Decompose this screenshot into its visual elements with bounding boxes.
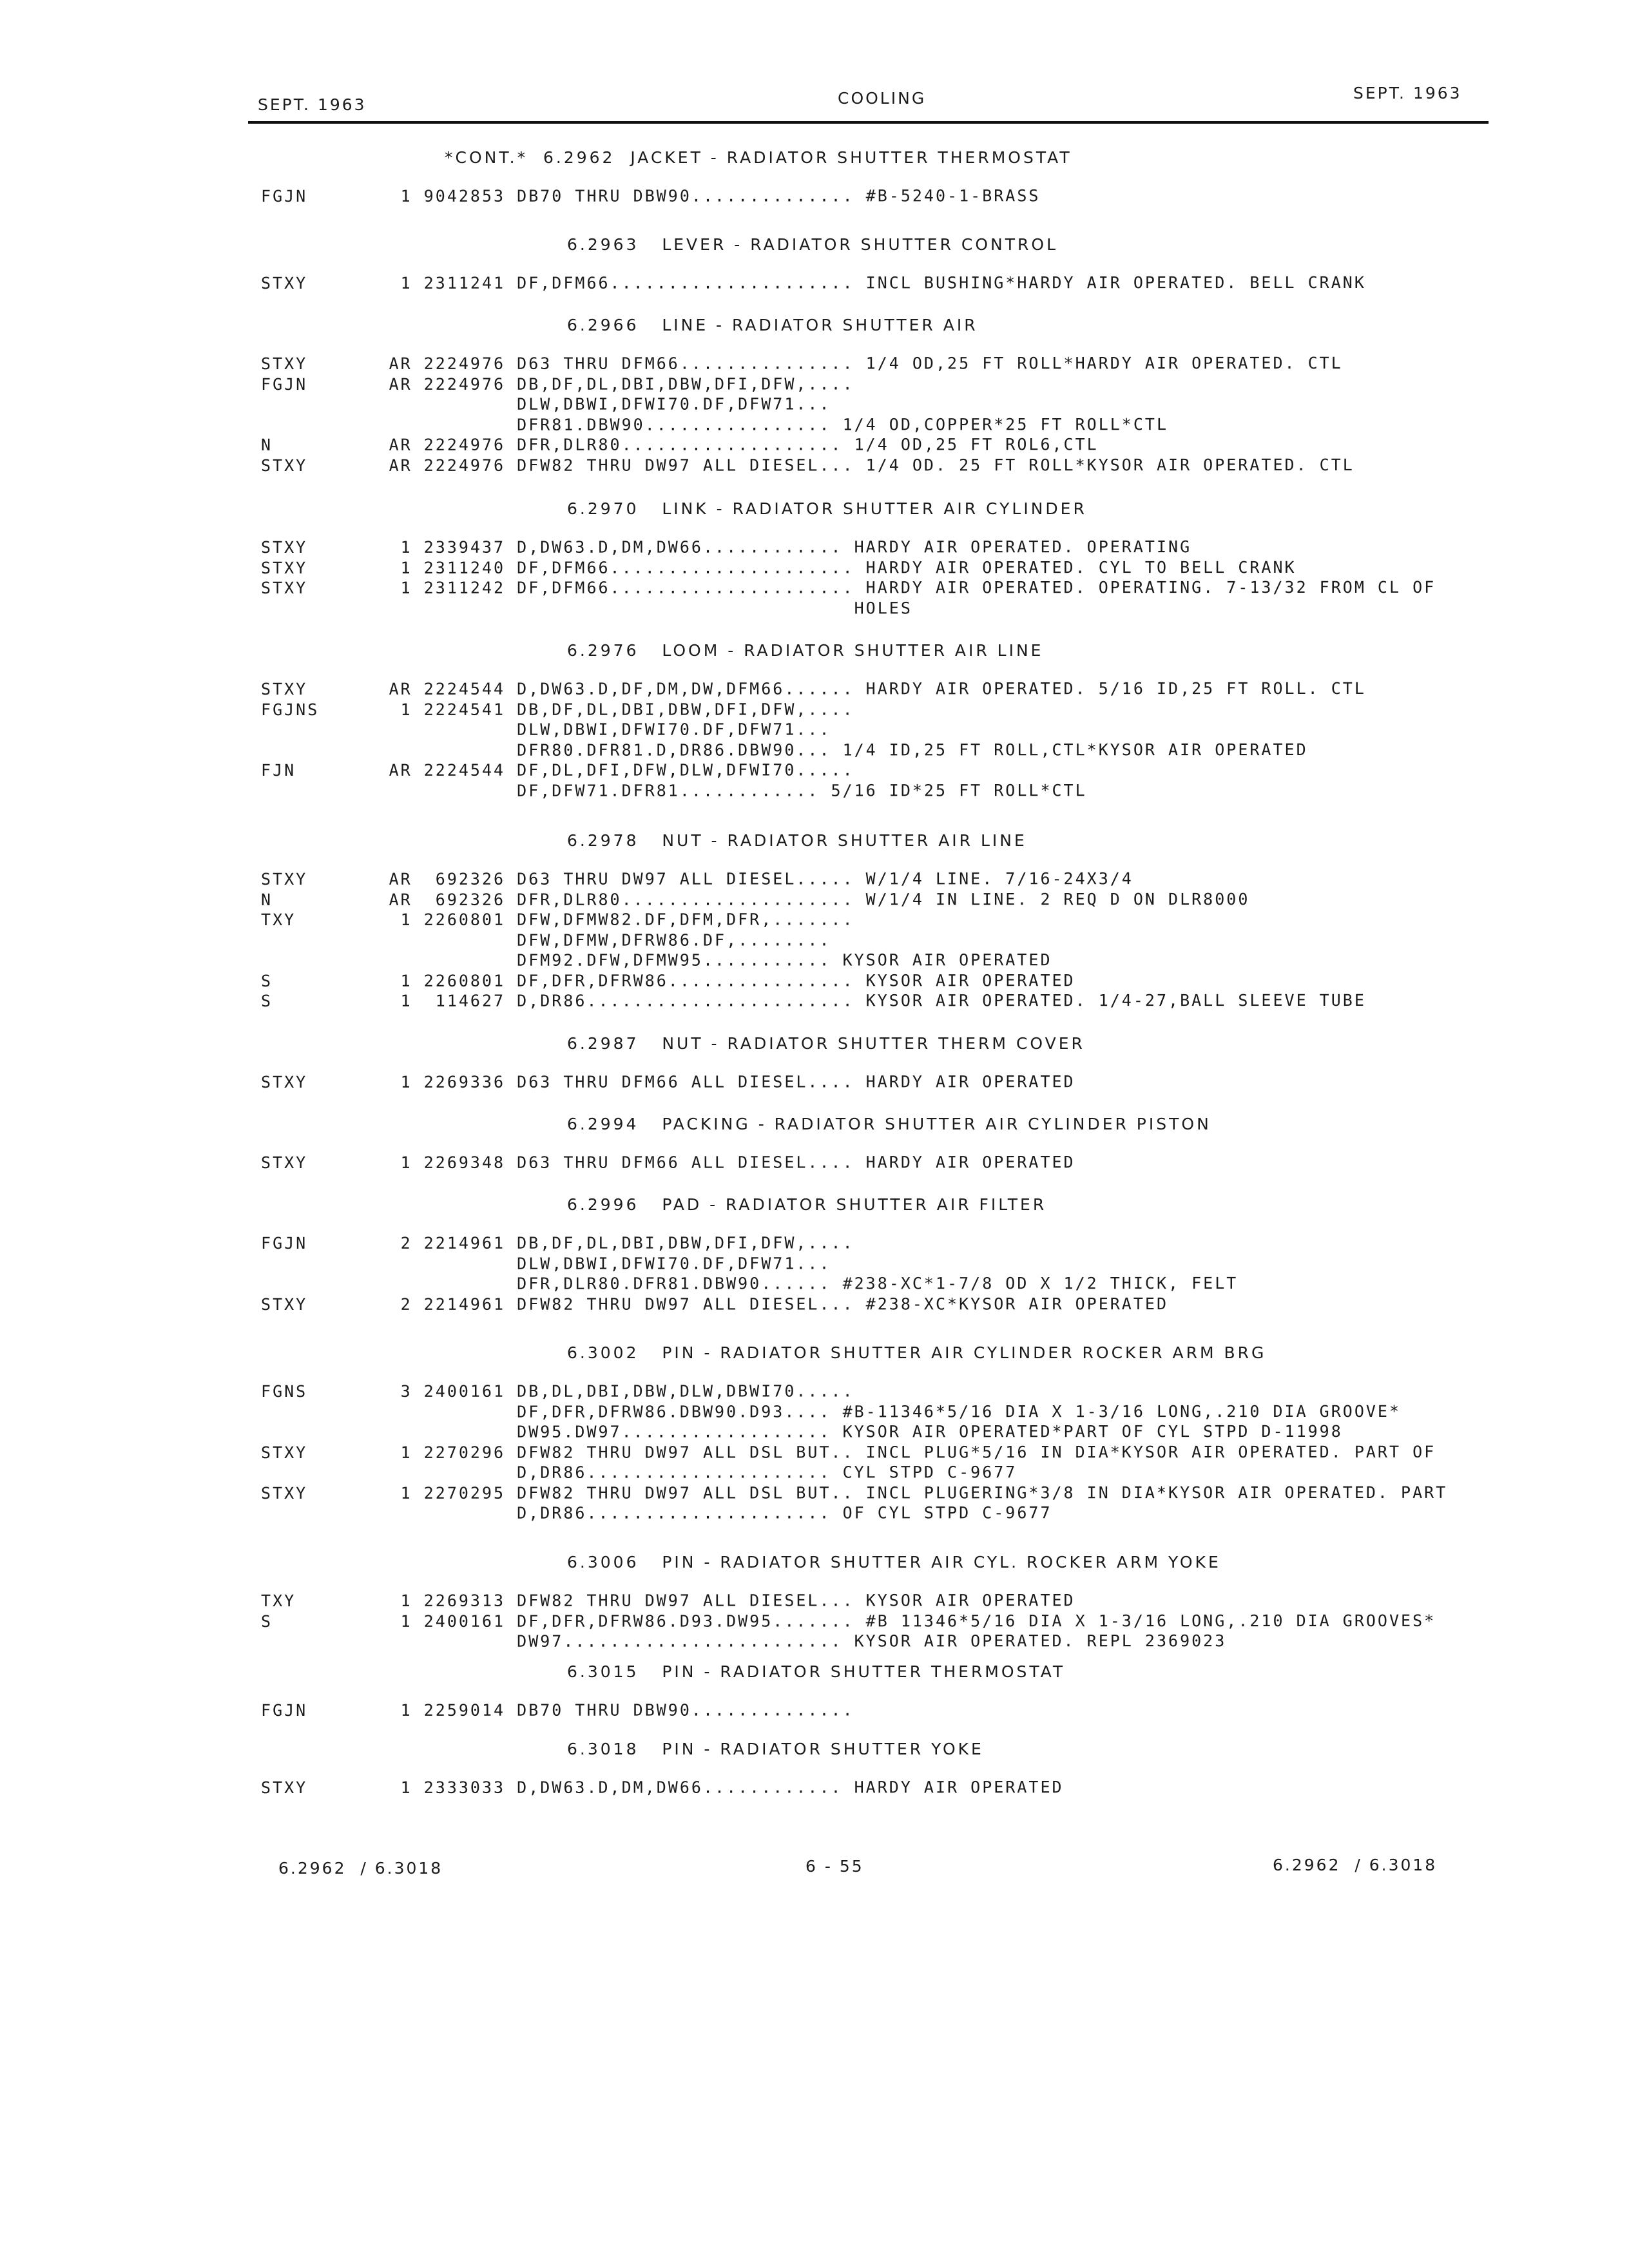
parts-entry-line: DFW,DFMW,DFRW86.DF,........ bbox=[261, 930, 831, 950]
parts-entry-line: S 1 2400161 DF,DFR,DFRW86.D93.DW95....... #B 11346*5/16 DIA X 1-3/16 LONG,.210 DIA GROOVES* bbox=[261, 1611, 1436, 1631]
parts-entry-line: STXY 1 2333033 D,DW63.D,DM,DW66............ HARDY AIR OPERATED bbox=[261, 1778, 1064, 1797]
parts-entry-line: FGJNS 1 2224541 DB,DF,DL,DBI,DBW,DFI,DFW,.... bbox=[261, 699, 854, 719]
parts-entry-line: FGJN 1 9042853 DB70 THRU DBW90.............. #B-5240-1-BRASS bbox=[261, 186, 1041, 206]
header-rule bbox=[248, 121, 1489, 124]
parts-entry-line: TXY 1 2260801 DFW,DFMW82.DF,DFM,DFR,....... bbox=[261, 910, 854, 929]
parts-entry-line: D,DR86..................... CYL STPD C-9677 bbox=[261, 1463, 1017, 1482]
parts-entry-line: STXY 1 2311242 DF,DFM66..................... HARDY AIR OPERATED. OPERATING. 7-13/32 FROM CL OF bbox=[261, 577, 1436, 597]
parts-entry-line: DLW,DBWI,DFWI70.DF,DFW71... bbox=[261, 1253, 831, 1273]
parts-entry-line: STXY 1 2269336 D63 THRU DFM66 ALL DIESEL.... HARDY AIR OPERATED bbox=[261, 1072, 1075, 1091]
section-heading: 6.2978 NUT - RADIATOR SHUTTER AIR LINE bbox=[567, 831, 1027, 850]
parts-entry-line: STXY AR 2224976 DFW82 THRU DW97 ALL DIESEL... 1/4 OD. 25 FT ROLL*KYSOR AIR OPERATED. CTL bbox=[261, 455, 1354, 475]
parts-entry-line: DW97........................ KYSOR AIR OPERATED. REPL 2369023 bbox=[261, 1631, 1227, 1651]
header-section-title: COOLING bbox=[838, 89, 927, 108]
parts-entry-line: STXY 1 2311240 DF,DFM66..................... HARDY AIR OPERATED. CYL TO BELL CRANK bbox=[261, 557, 1296, 577]
footer-range-right: 6.2962 / 6.3018 bbox=[1273, 1856, 1438, 1874]
parts-entry-line: S 1 114627 D,DR86....................... KYSOR AIR OPERATED. 1/4-27,BALL SLEEVE TUBE bbox=[261, 990, 1366, 1010]
parts-entry-line: N AR 692326 DFR,DLR80.................... W/1/4 IN LINE. 2 REQ D ON DLR8000 bbox=[261, 889, 1250, 909]
section-heading: 6.2996 PAD - RADIATOR SHUTTER AIR FILTER bbox=[567, 1195, 1047, 1214]
parts-entry-line: DF,DFW71.DFR81............ 5/16 ID*25 FT ROLL*CTL bbox=[261, 780, 1087, 800]
parts-entry-line: STXY 1 2270296 DFW82 THRU DW97 ALL DSL BUT.. INCL PLUG*5/16 IN DIA*KYSOR AIR OPERATED. PART OF bbox=[261, 1442, 1436, 1462]
parts-entry-line: DFR,DLR80.DFR81.DBW90...... #238-XC*1-7/8 OD X 1/2 THICK, FELT bbox=[261, 1274, 1239, 1293]
parts-entry-line: FGJN AR 2224976 DB,DF,DL,DBI,DBW,DFI,DFW,.... bbox=[261, 374, 854, 394]
section-heading: 6.2966 LINE - RADIATOR SHUTTER AIR bbox=[567, 316, 978, 334]
parts-entry-line: S 1 2260801 DF,DFR,DFRW86................ KYSOR AIR OPERATED bbox=[261, 970, 1075, 990]
section-heading: 6.3006 PIN - RADIATOR SHUTTER AIR CYL. ROCKER ARM YOKE bbox=[567, 1553, 1221, 1571]
section-heading: *CONT.* 6.2962 JACKET - RADIATOR SHUTTER THERMOSTAT bbox=[445, 148, 1072, 167]
parts-entry-line: FJN AR 2224544 DF,DL,DFI,DFW,DLW,DFWI70..... bbox=[261, 760, 854, 780]
section-heading: 6.3018 PIN - RADIATOR SHUTTER YOKE bbox=[567, 1740, 984, 1758]
parts-entry-line: STXY 1 2339437 D,DW63.D,DM,DW66............ HARDY AIR OPERATED. OPERATING bbox=[261, 537, 1192, 557]
parts-entry-line: DF,DFR,DFRW86.DBW90.D93.... #B-11346*5/16 DIA X 1-3/16 LONG,.210 DIA GROOVE* bbox=[261, 1401, 1402, 1421]
parts-entry-line: DLW,DBWI,DFWI70.DF,DFW71... bbox=[261, 394, 831, 414]
parts-entry-line: D,DR86..................... OF CYL STPD C-9677 bbox=[261, 1503, 1052, 1523]
section-heading: 6.2987 NUT - RADIATOR SHUTTER THERM COVER bbox=[567, 1034, 1085, 1053]
parts-entry-line: DFR80.DFR81.D,DR86.DBW90... 1/4 ID,25 FT ROLL,CTL*KYSOR AIR OPERATED bbox=[261, 740, 1308, 760]
header-date-left: SEPT. 1963 bbox=[258, 95, 367, 114]
parts-entry-line: FGJN 2 2214961 DB,DF,DL,DBI,DBW,DFI,DFW,.... bbox=[261, 1233, 854, 1253]
parts-entry-line: STXY 2 2214961 DFW82 THRU DW97 ALL DIESEL... #238-XC*KYSOR AIR OPERATED bbox=[261, 1294, 1169, 1314]
section-heading: 6.3015 PIN - RADIATOR SHUTTER THERMOSTAT bbox=[567, 1662, 1066, 1681]
parts-entry-line: N AR 2224976 DFR,DLR80................... 1/4 OD,25 FT ROL6,CTL bbox=[261, 435, 1099, 454]
section-heading: 6.2976 LOOM - RADIATOR SHUTTER AIR LINE bbox=[567, 641, 1044, 660]
parts-entry-line: FGJN 1 2259014 DB70 THRU DBW90.............. bbox=[261, 1700, 854, 1720]
section-heading: 6.3002 PIN - RADIATOR SHUTTER AIR CYLINDER ROCKER ARM BRG bbox=[567, 1343, 1267, 1362]
parts-entry-line: STXY AR 692326 D63 THRU DW97 ALL DIESEL..... W/1/4 LINE. 7/16-24X3/4 bbox=[261, 869, 1133, 889]
parts-entry-line: STXY AR 2224976 D63 THRU DFM66............... 1/4 OD,25 FT ROLL*HARDY AIR OPERATED. CTL bbox=[261, 353, 1343, 373]
parts-entry-line: DW95.DW97.................. KYSOR AIR OPERATED*PART OF CYL STPD D-11998 bbox=[261, 1421, 1343, 1441]
section-heading: 6.2970 LINK - RADIATOR SHUTTER AIR CYLINDER bbox=[567, 499, 1087, 518]
header-date-right: SEPT. 1963 bbox=[1353, 84, 1462, 102]
section-heading: 6.2994 PACKING - RADIATOR SHUTTER AIR CYLINDER PISTON bbox=[567, 1115, 1211, 1133]
parts-entry-line: STXY 1 2311241 DF,DFM66..................... INCL BUSHING*HARDY AIR OPERATED. BELL CRANK bbox=[261, 273, 1366, 293]
parts-entry-line: DFR81.DBW90................ 1/4 OD,COPPER*25 FT ROLL*CTL bbox=[261, 414, 1169, 434]
section-heading: 6.2963 LEVER - RADIATOR SHUTTER CONTROL bbox=[567, 235, 1058, 254]
parts-entry-line: FGNS 3 2400161 DB,DL,DBI,DBW,DLW,DBWI70..... bbox=[261, 1381, 854, 1401]
parts-entry-line: STXY AR 2224544 D,DW63.D,DF,DM,DW,DFM66...... HARDY AIR OPERATED. 5/16 ID,25 FT ROLL. CTL bbox=[261, 678, 1366, 698]
parts-entry-line: DLW,DBWI,DFWI70.DF,DFW71... bbox=[261, 720, 831, 739]
footer-range-left: 6.2962 / 6.3018 bbox=[278, 1859, 443, 1878]
parts-entry-line: HOLES bbox=[261, 598, 912, 618]
parts-entry-line: TXY 1 2269313 DFW82 THRU DW97 ALL DIESEL... KYSOR AIR OPERATED bbox=[261, 1591, 1075, 1610]
footer-page-number: 6 - 55 bbox=[805, 1857, 864, 1876]
parts-entry-line: DFM92.DFW,DFMW95........... KYSOR AIR OPERATED bbox=[261, 950, 1052, 970]
parts-entry-line: STXY 1 2269348 D63 THRU DFM66 ALL DIESEL.... HARDY AIR OPERATED bbox=[261, 1153, 1075, 1172]
parts-entry-line: STXY 1 2270295 DFW82 THRU DW97 ALL DSL BUT.. INCL PLUGERING*3/8 IN DIA*KYSOR AIR OPERATED. PART bbox=[261, 1483, 1448, 1503]
